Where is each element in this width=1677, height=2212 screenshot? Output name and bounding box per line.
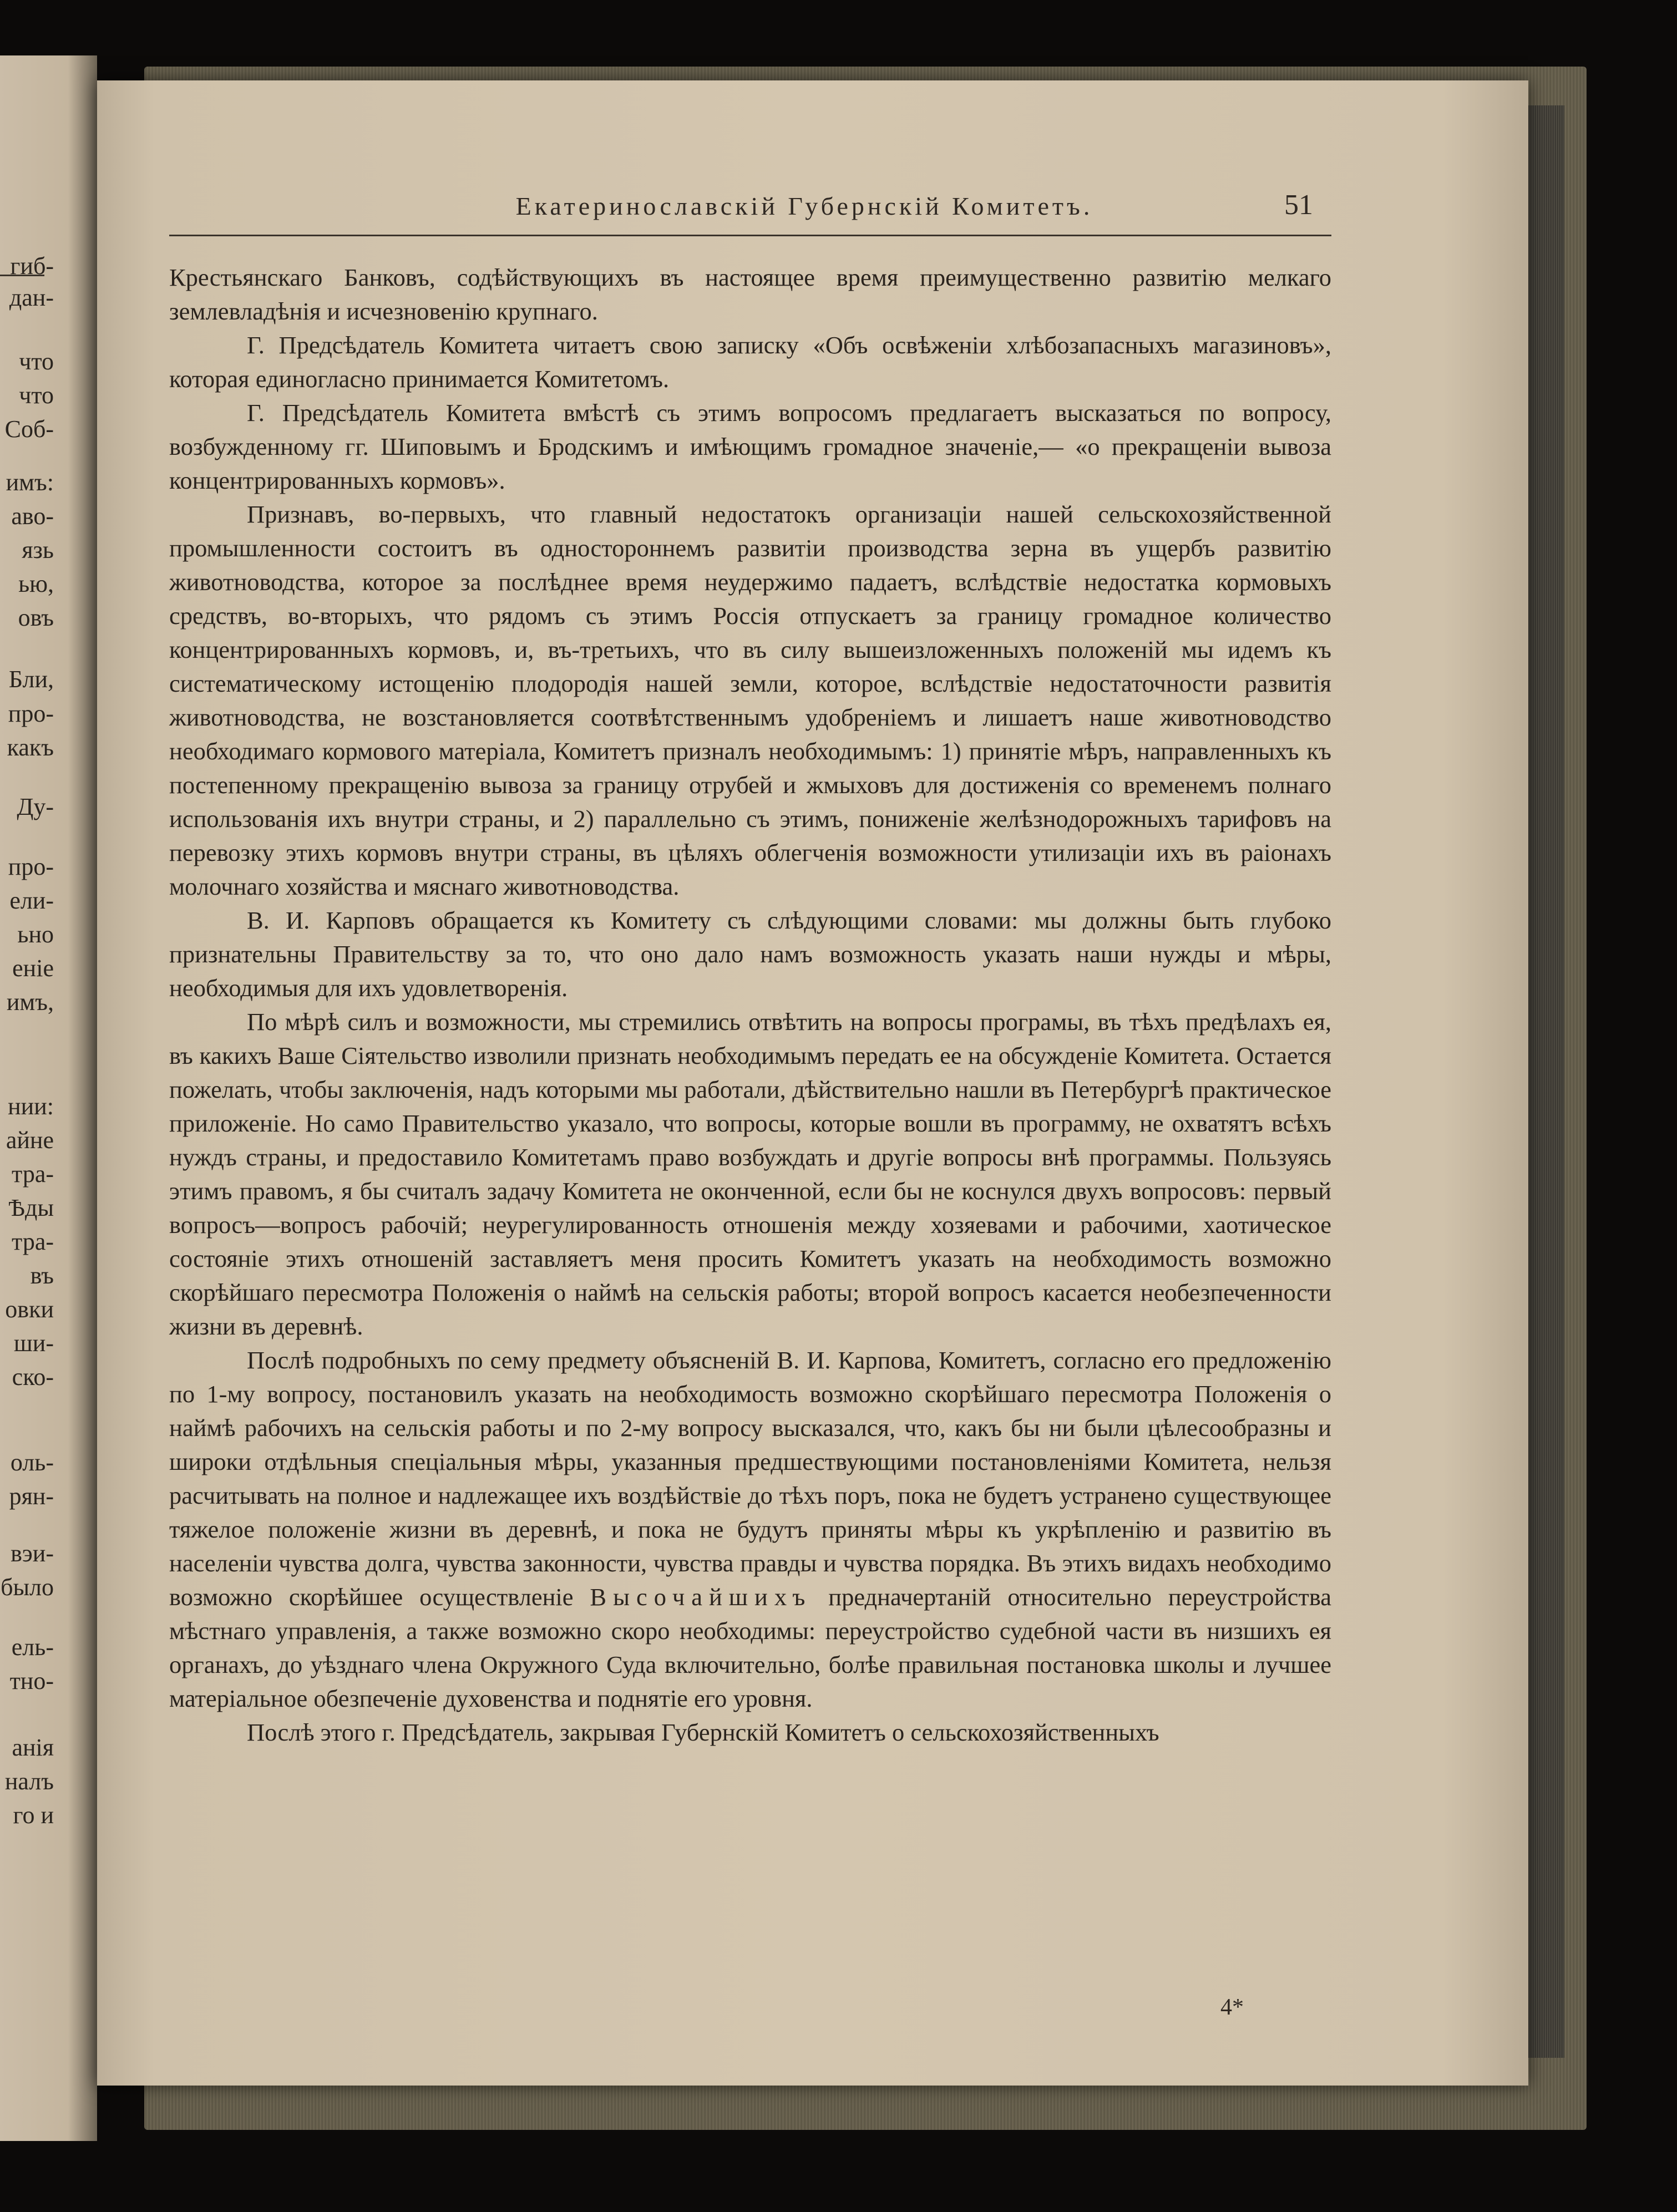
paragraph: Г. Предсѣдатель Комитета читаетъ свою записку «Объ освѣженіи хлѣбозапасныхъ магазиновъ», которая единогласно принимается Комитетомъ. bbox=[169, 331, 1331, 393]
paragraph bbox=[169, 1343, 1331, 1716]
left-page-fragment: въ bbox=[30, 1262, 54, 1289]
paragraph: В. И. Карповъ обращается къ Комитету съ слѣдующими словами: мы должны быть глубоко признательны Правительству за то, что оно дало намъ возможность указать наши нужды и мѣры, необходимыя для ихъ удовлетворенія. bbox=[169, 906, 1331, 1002]
left-page-fragment: аво- bbox=[11, 503, 54, 530]
left-page-fragment: язь bbox=[22, 536, 54, 564]
left-page-fragment: про- bbox=[8, 700, 54, 727]
left-page-fragment: было bbox=[1, 1574, 54, 1601]
left-page-fragment: ши- bbox=[13, 1330, 54, 1357]
left-page-fragment: овъ bbox=[18, 604, 54, 631]
body-text bbox=[169, 261, 1331, 1749]
left-page-fragment: налъ bbox=[4, 1768, 54, 1795]
left-page-fragment: дан- bbox=[9, 284, 54, 311]
left-page-fragment: имъ, bbox=[6, 988, 54, 1016]
left-page-fragment: гиб- bbox=[10, 252, 54, 280]
left-page bbox=[0, 55, 97, 2141]
paragraph: По мѣрѣ силъ и возможности, мы стремились отвѣтить на вопросы програмы, въ тѣхъ предѣлахъ ея, въ какихъ Ваше Сіятельство изволили признать необходимымъ передать ее на обсужденіе Комитета. Остается пожелать, чтобы заключенія, надъ которыми мы работали, дѣйствительно нашли въ Петербургѣ практическое приложеніе. Но само Правительство указало, что вопросы, которые вошли въ программу, не охватятъ всѣхъ нуждъ страны, и предоставило Комитетамъ право возбуждать и другіе вопросы внѣ программы. Пользуясь этимъ правомъ, я бы считалъ задачу Комитета не оконченной, если бы не коснулся двухъ вопросовъ: первый вопросъ—вопросъ рабочій; неурегулированность отношенія между хозяевами и рабочими, хаотическое состояніе этихъ отношеній заставляетъ меня просить Комитетъ указать на необходимость возможно скорѣйшаго пересмотра Положенія о наймѣ на сельскія работы; второй вопросъ касается необезпеченности жизни въ деревнѣ. bbox=[169, 1008, 1331, 1340]
paragraph: Г. Предсѣдатель Комитета вмѣстѣ съ этимъ вопросомъ предлагаетъ высказаться по вопросу, возбужденному гг. Шиповымъ и Бродскимъ и имѣющимъ громадное значеніе,— «о прекращеніи вывоза концентрированныхъ кормовъ». bbox=[169, 399, 1331, 494]
book-page bbox=[97, 80, 1528, 2086]
left-page-fragment: Ду- bbox=[17, 793, 54, 820]
left-page-fragment: ель- bbox=[11, 1633, 54, 1661]
left-page-fragment: Бли, bbox=[8, 666, 54, 693]
left-page-fragment: ели- bbox=[9, 887, 54, 914]
left-page-fragment: какъ bbox=[7, 734, 54, 761]
left-page-fragment: Ѣды bbox=[8, 1194, 54, 1221]
left-page-fragment: еніе bbox=[12, 955, 54, 982]
spaced-emphasis: Высочайшихъ bbox=[590, 1583, 812, 1611]
left-page-fragment: го и bbox=[13, 1802, 54, 1829]
left-page-fragment: нии: bbox=[8, 1093, 54, 1120]
left-page-fragment: что bbox=[19, 348, 54, 375]
paragraph: Крестьянскаго Банковъ, содѣйствующихъ въ настоящее время преимущественно развитію мелкаго землевладѣнія и исчезновенію крупнаго. bbox=[169, 263, 1331, 325]
left-page-fragment: ьно bbox=[17, 921, 54, 948]
paragraph: Послѣ этого г. Предсѣдатель, закрывая Губернскій Комитетъ о сельскохозяйственныхъ bbox=[247, 1718, 1159, 1746]
left-page-fragment: тно- bbox=[9, 1667, 54, 1694]
left-page-fragment: оль- bbox=[10, 1449, 54, 1476]
running-head: Екатеринославскій Губернскій Комитетъ. bbox=[515, 192, 1093, 220]
signature-mark: 4* bbox=[1220, 1995, 1244, 2020]
left-page-fragment: вэи- bbox=[11, 1540, 54, 1567]
header-rule bbox=[169, 235, 1331, 236]
left-page-fragment: овки bbox=[5, 1296, 54, 1323]
page-number: 51 bbox=[1284, 189, 1313, 221]
left-page-fragment: тра- bbox=[12, 1160, 54, 1188]
left-page-fragment: анія bbox=[12, 1734, 54, 1761]
paragraph: Признавъ, во-первыхъ, что главный недостатокъ организаціи нашей сельскохозяйственной промышленности состоитъ въ одностороннемъ развитіи производства зерна въ ущербъ развитію животноводства, которое за послѣднее время неудержимо падаетъ, вслѣдствіе недостатка кормовыхъ средствъ, во-вторыхъ, что рядомъ съ этимъ Россія отпускаетъ за границу громадное количество концентрированныхъ кормовъ, и, въ-третьихъ, что въ силу вышеизложенныхъ положеній мы идемъ къ систематическому истощенію плодородія нашей земли, которое, вслѣдствіе недостаточности развитія животноводства, не возстановляется соотвѣтственнымъ удобреніемъ и лишаетъ наше животноводство необходимаго кормового матеріала, Комитетъ призналъ необходимымъ: 1) принятіе мѣръ, направленныхъ къ постепенному прекращенію вывоза за границу отрубей и жмыховъ для достиженія со временемъ полнаго использованія ихъ внутри страны, и 2) параллельно съ этимъ, пониженіе желѣзнодорожныхъ тарифовъ на перевозку этихъ кормовъ внутри страны, въ цѣляхъ облегченія возможности утилизаціи ихъ въ раіонахъ молочнаго хозяйства и мяснаго животноводства. bbox=[169, 500, 1331, 900]
left-page-fragment: рян- bbox=[9, 1483, 54, 1510]
left-page-fragment: ско- bbox=[12, 1363, 54, 1391]
left-page-fragment: ью, bbox=[18, 570, 54, 597]
left-page-fragment: Соб- bbox=[4, 415, 54, 443]
left-page-fragment: про- bbox=[8, 853, 54, 880]
left-page-fragment: что bbox=[19, 382, 54, 409]
left-page-fragment: тра- bbox=[12, 1228, 54, 1255]
paragraph-text: предначертаній относительно переустройства мѣстнаго управленія, а также возможно скоро необходимы: переустройство судебной части въ низшихъ ея органахъ, до уѣзднаго члена Окружного Суда включительно, болѣе правильная постановка школы и лучшее матеріальное обезпеченіе духовенства и поднятіе его уровня. bbox=[169, 1583, 1331, 1712]
paragraph-text: Послѣ подробныхъ по сему предмету объясненій В. И. Карпова, Комитетъ, согласно его предложенію по 1-му вопросу, постановилъ указать на необходимость возможно скорѣйшаго пересмотра Положенія о наймѣ рабочихъ на сельскія работы и по 2-му вопросу высказался, что, какъ бы ни были цѣлесообразны и широки отдѣльныя спеціальныя мѣры, указанныя предшествующими постановленіями Комитета, нельзя расчитывать на полное и надлежащее ихъ воздѣйствіе до тѣхъ поръ, пока не будетъ устранено существующее тяжелое положеніе жизни въ деревнѣ, и пока не будутъ приняты мѣры къ укрѣпленію и развитію въ населеніи чувства долга, чувства законности, чувства правды и чувства порядка. Въ этихъ видахъ необходимо возможно скорѣйшее осуществленіе bbox=[169, 1346, 1331, 1611]
left-page-fragment: айне bbox=[6, 1127, 54, 1154]
left-page-fragment: имъ: bbox=[6, 469, 54, 496]
